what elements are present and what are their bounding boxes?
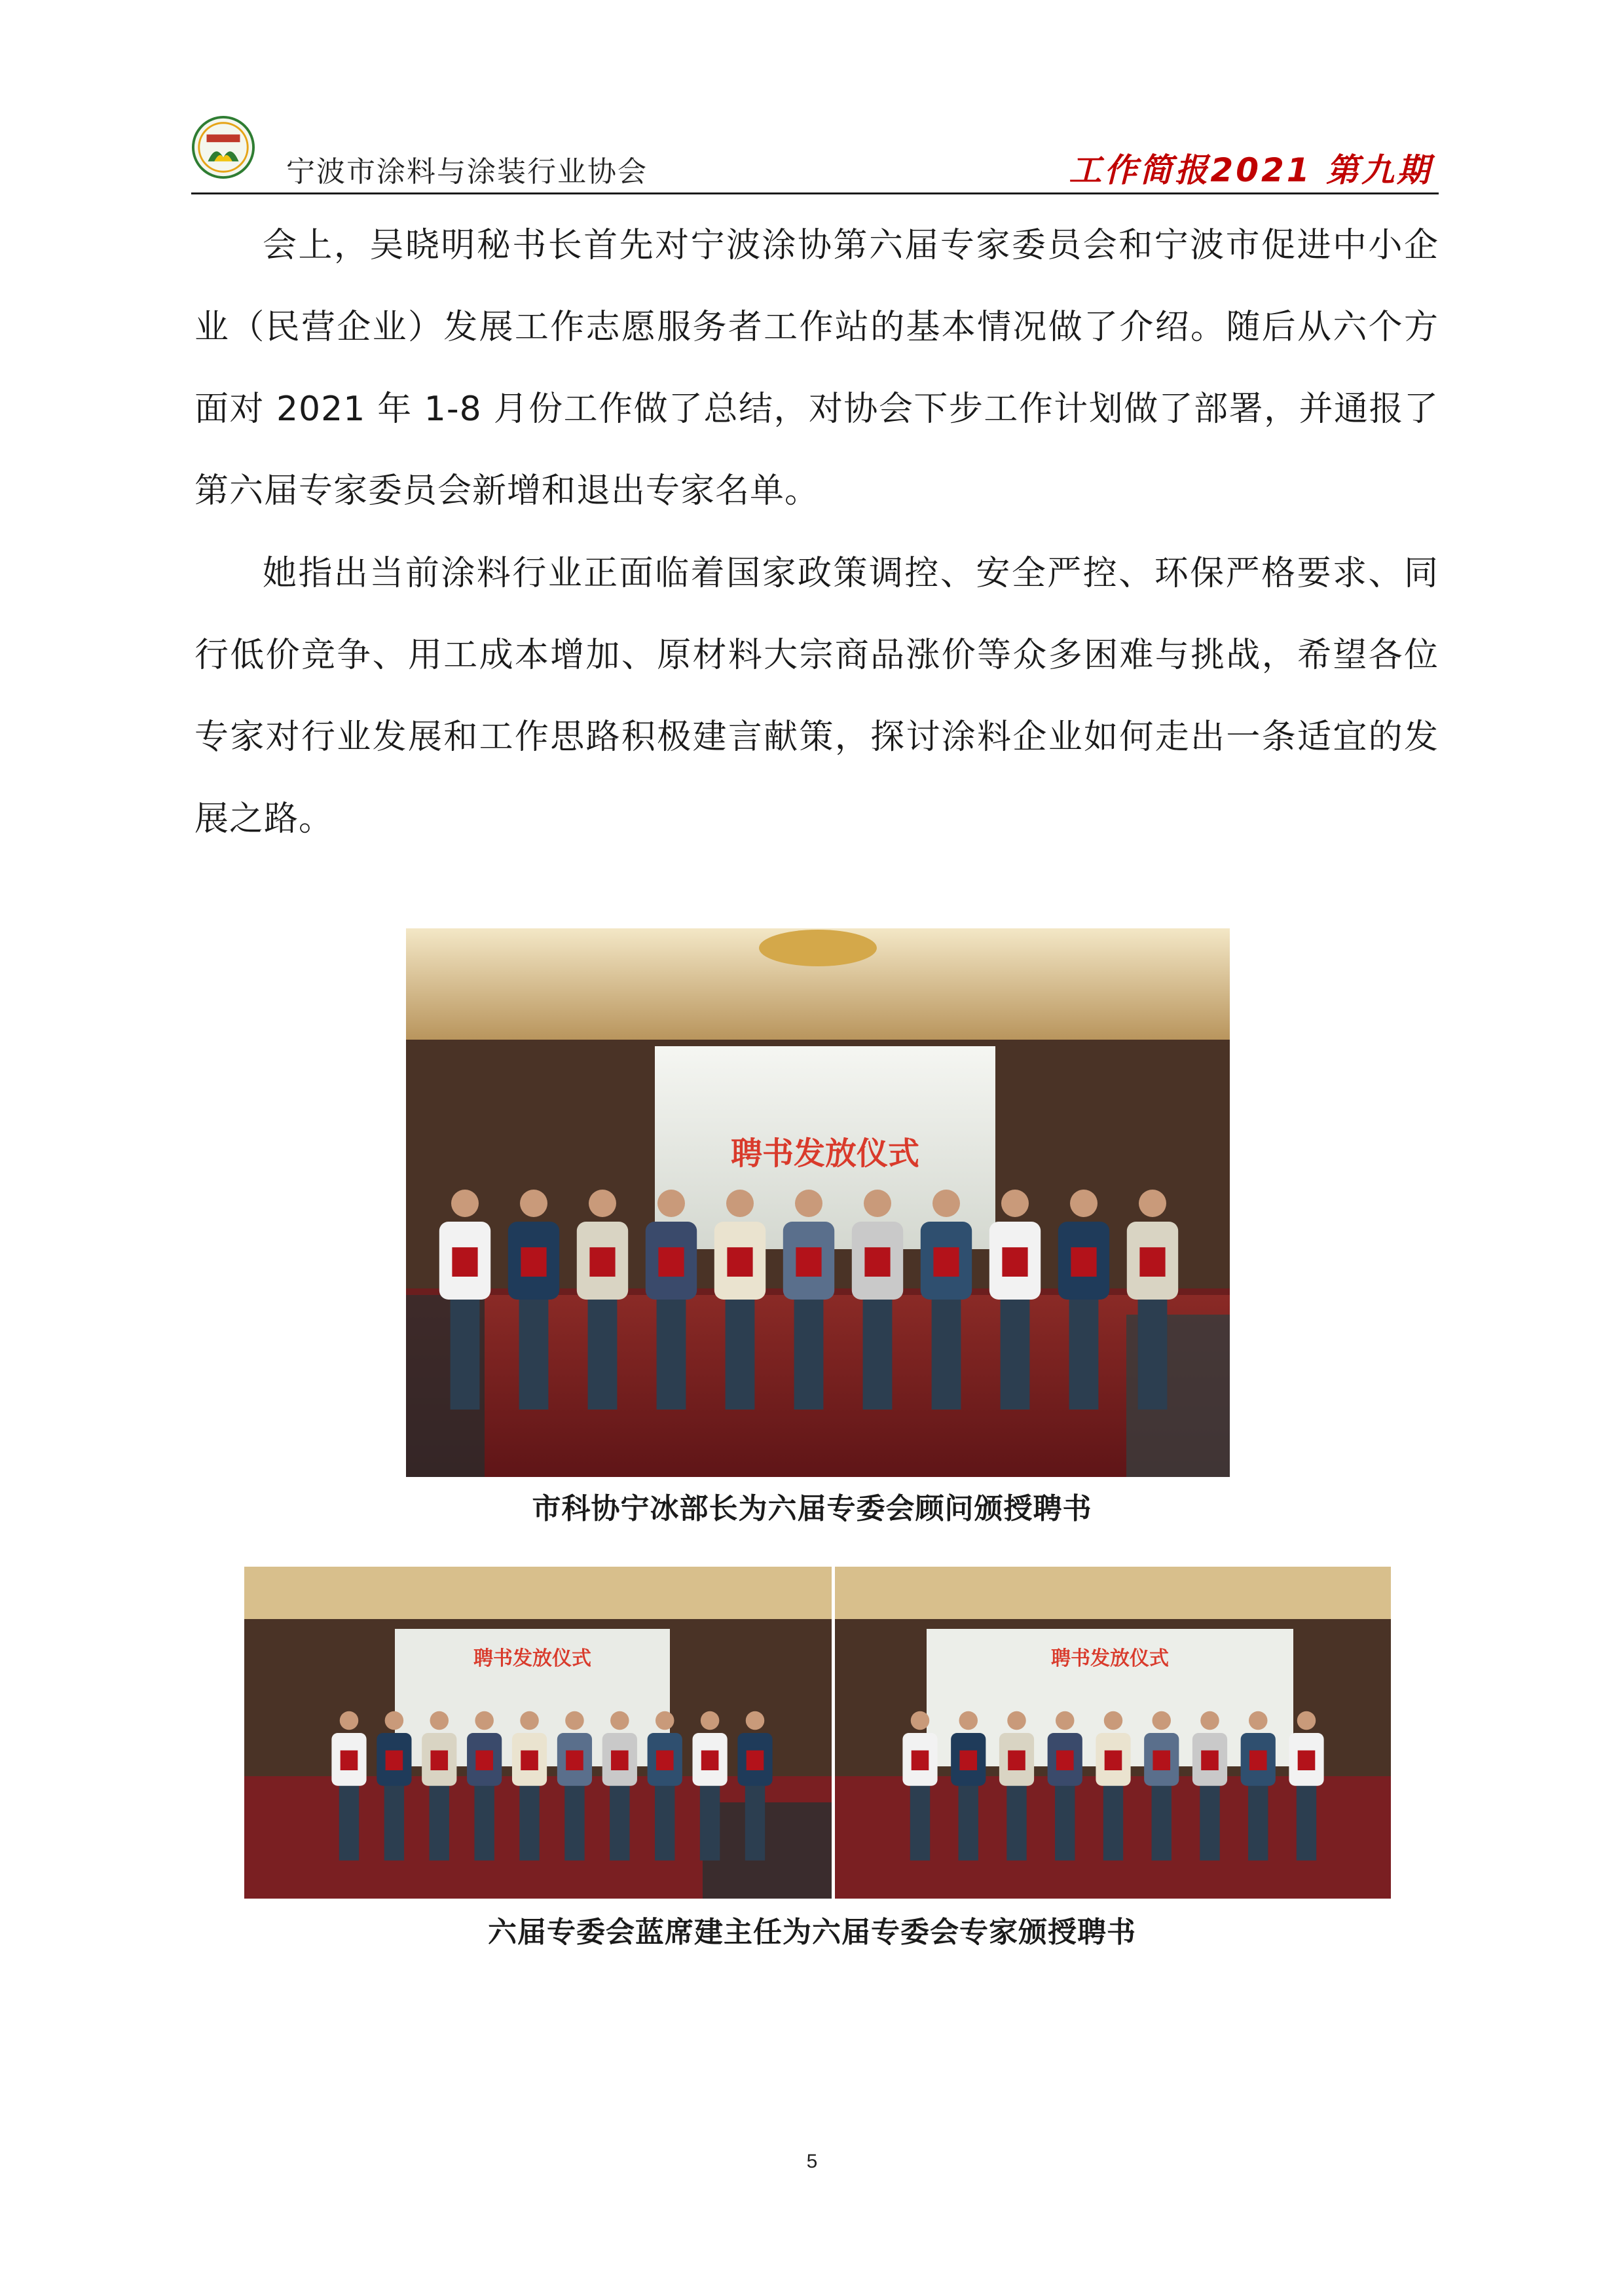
body-paragraph: 会上，吴晓明秘书长首先对宁波涂协第六届专家委员会和宁波市促进中小企业（民营企业）发展工作志愿服务者工作站的基本情况做了介绍。随后从六个方面对 2021 年 1-8 月份工作做了总结，对协会下步工作计划做了部署，并通报了第六届专家委员会新增和退出专家名单。	[194, 226, 1439, 511]
banner-text: 聘书发放仪式	[730, 1135, 920, 1172]
certificate-icon	[521, 1751, 538, 1770]
certificate-icon	[611, 1751, 629, 1770]
ceremony-photo-advisors	[406, 928, 1230, 1477]
page-header	[191, 110, 1439, 198]
certificate-icon	[1139, 1247, 1165, 1277]
certificate-icon	[341, 1751, 358, 1770]
certificate-icon	[589, 1247, 615, 1277]
certificate-icon	[796, 1247, 821, 1277]
banner-text: 聘书发放仪式	[473, 1647, 591, 1670]
header-divider	[191, 192, 1439, 194]
certificate-icon	[386, 1751, 403, 1770]
certificate-icon	[864, 1247, 890, 1277]
certificate-icon	[658, 1247, 684, 1277]
certificate-icon	[521, 1247, 546, 1277]
certificate-icon	[566, 1751, 583, 1770]
certificate-icon	[1056, 1751, 1074, 1770]
body-paragraph: 她指出当前涂料行业正面临着国家政策调控、安全严控、环保严格要求、同行低价竞争、用工成本增加、原材料大宗商品涨价等众多困难与挑战，希望各位专家对行业发展和工作思路积极建言献策，探讨涂料企业如何走出一条适宜的发展之路。	[194, 554, 1439, 839]
banner-text: 聘书发放仪式	[1051, 1647, 1169, 1670]
ceremony-photo-experts-left	[244, 1567, 832, 1899]
certificate-icon	[747, 1751, 764, 1770]
page-number: 5	[806, 2151, 818, 2172]
bulletin-issue-title: 工作简报2021 第九期	[1069, 151, 1432, 189]
ceremony-photo-experts-right	[835, 1567, 1391, 1899]
certificate-icon	[1008, 1751, 1025, 1770]
certificate-icon	[1298, 1751, 1316, 1770]
certificate-icon	[452, 1247, 477, 1277]
certificate-icon	[656, 1751, 674, 1770]
certificate-icon	[430, 1751, 448, 1770]
certificate-icon	[933, 1247, 959, 1277]
certificate-icon	[959, 1751, 977, 1770]
organization-name: 宁波市涂料与涂装行业协会	[286, 155, 648, 189]
certificate-icon	[1071, 1247, 1096, 1277]
association-logo-icon	[191, 115, 255, 179]
certificate-icon	[701, 1751, 719, 1770]
certificate-icon	[475, 1751, 493, 1770]
photo-caption: 六届专委会蓝席建主任为六届专委会专家颁授聘书	[488, 1916, 1136, 1949]
certificate-icon	[1201, 1751, 1219, 1770]
certificate-icon	[1105, 1751, 1122, 1770]
certificate-icon	[727, 1247, 752, 1277]
certificate-icon	[1002, 1247, 1027, 1277]
certificate-icon	[912, 1751, 929, 1770]
certificate-icon	[1249, 1751, 1267, 1770]
certificate-icon	[1153, 1751, 1170, 1770]
photo-caption: 市科协宁冰部长为六届专委会顾问颁授聘书	[532, 1492, 1092, 1525]
